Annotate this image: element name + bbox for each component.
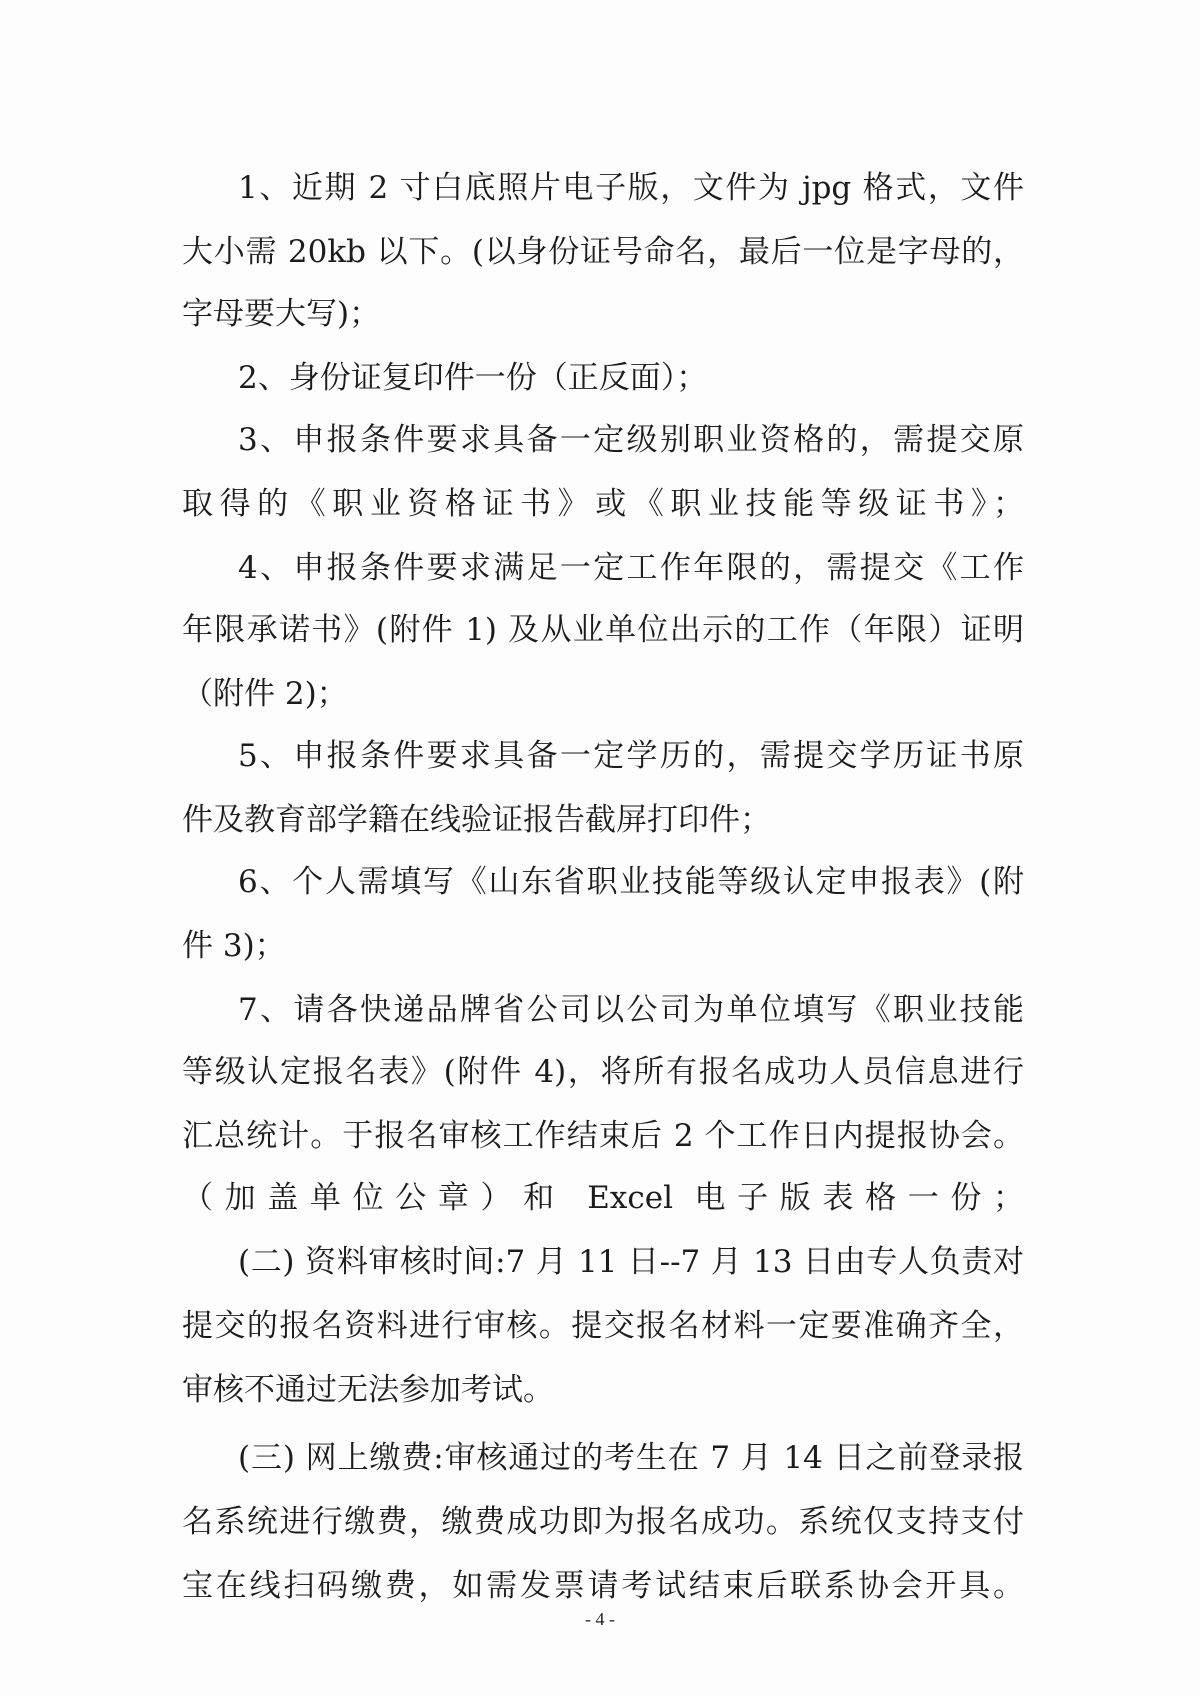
text-line: 字母要大写)；: [182, 296, 381, 332]
text-line: 取得的《职业资格证书》或《职业技能等级证书》；: [182, 486, 1024, 522]
text-line: 审核不通过无法参加考试。: [182, 1372, 554, 1408]
text-line: （加盖单位公章）和 Excel 电子版表格一份；: [182, 1180, 1024, 1216]
text-line: 2、身份证复印件一份（正反面）；: [238, 360, 708, 396]
text-line: 等级认定报名表》(附件 4)，将所有报名成功人员信息进行: [182, 1054, 1024, 1090]
text-line: （附件 2)；: [182, 676, 348, 712]
text-line: 7、请各快递品牌省公司以公司为单位填写《职业技能: [238, 992, 1024, 1028]
text-line: 5、申报条件要求具备一定学历的，需提交学历证书原: [238, 738, 1024, 774]
text-line: 件 3)；: [182, 928, 286, 964]
section-heading-line: (二) 资料审核时间:7 月 11 日--7 月 13 日由专人负责对: [238, 1244, 1024, 1280]
text-line: 宝在线扫码缴费，如需发票请考试结束后联系协会开具。: [182, 1568, 1024, 1604]
section-heading-line: (三) 网上缴费:审核通过的考生在 7 月 14 日之前登录报: [238, 1440, 1024, 1476]
text-line: 汇总统计。于报名审核工作结束后 2 个工作日内提报协会。: [182, 1118, 1024, 1154]
text-line: 1、近期 2 寸白底照片电子版，文件为 jpg 格式，文件: [238, 170, 1024, 206]
page-number: - 4 -: [585, 1609, 615, 1629]
text-line: 大小需 20kb 以下。(以身份证号命名，最后一位是字母的，: [182, 234, 1024, 270]
text-line: 4、申报条件要求满足一定工作年限的，需提交《工作: [238, 550, 1024, 586]
text-line: 提交的报名资料进行审核。提交报名材料一定要准确齐全，: [182, 1308, 1024, 1344]
text-line: 3、申报条件要求具备一定级别职业资格的，需提交原: [238, 422, 1024, 458]
text-line: 6、个人需填写《山东省职业技能等级认定申报表》(附: [238, 864, 1024, 900]
text-line: 名系统进行缴费，缴费成功即为报名成功。系统仅支持支付: [182, 1504, 1024, 1540]
text-line: 件及教育部学籍在线验证报告截屏打印件；: [182, 802, 771, 838]
text-line: 年限承诺书》(附件 1) 及从业单位出示的工作（年限）证明: [182, 612, 1024, 648]
